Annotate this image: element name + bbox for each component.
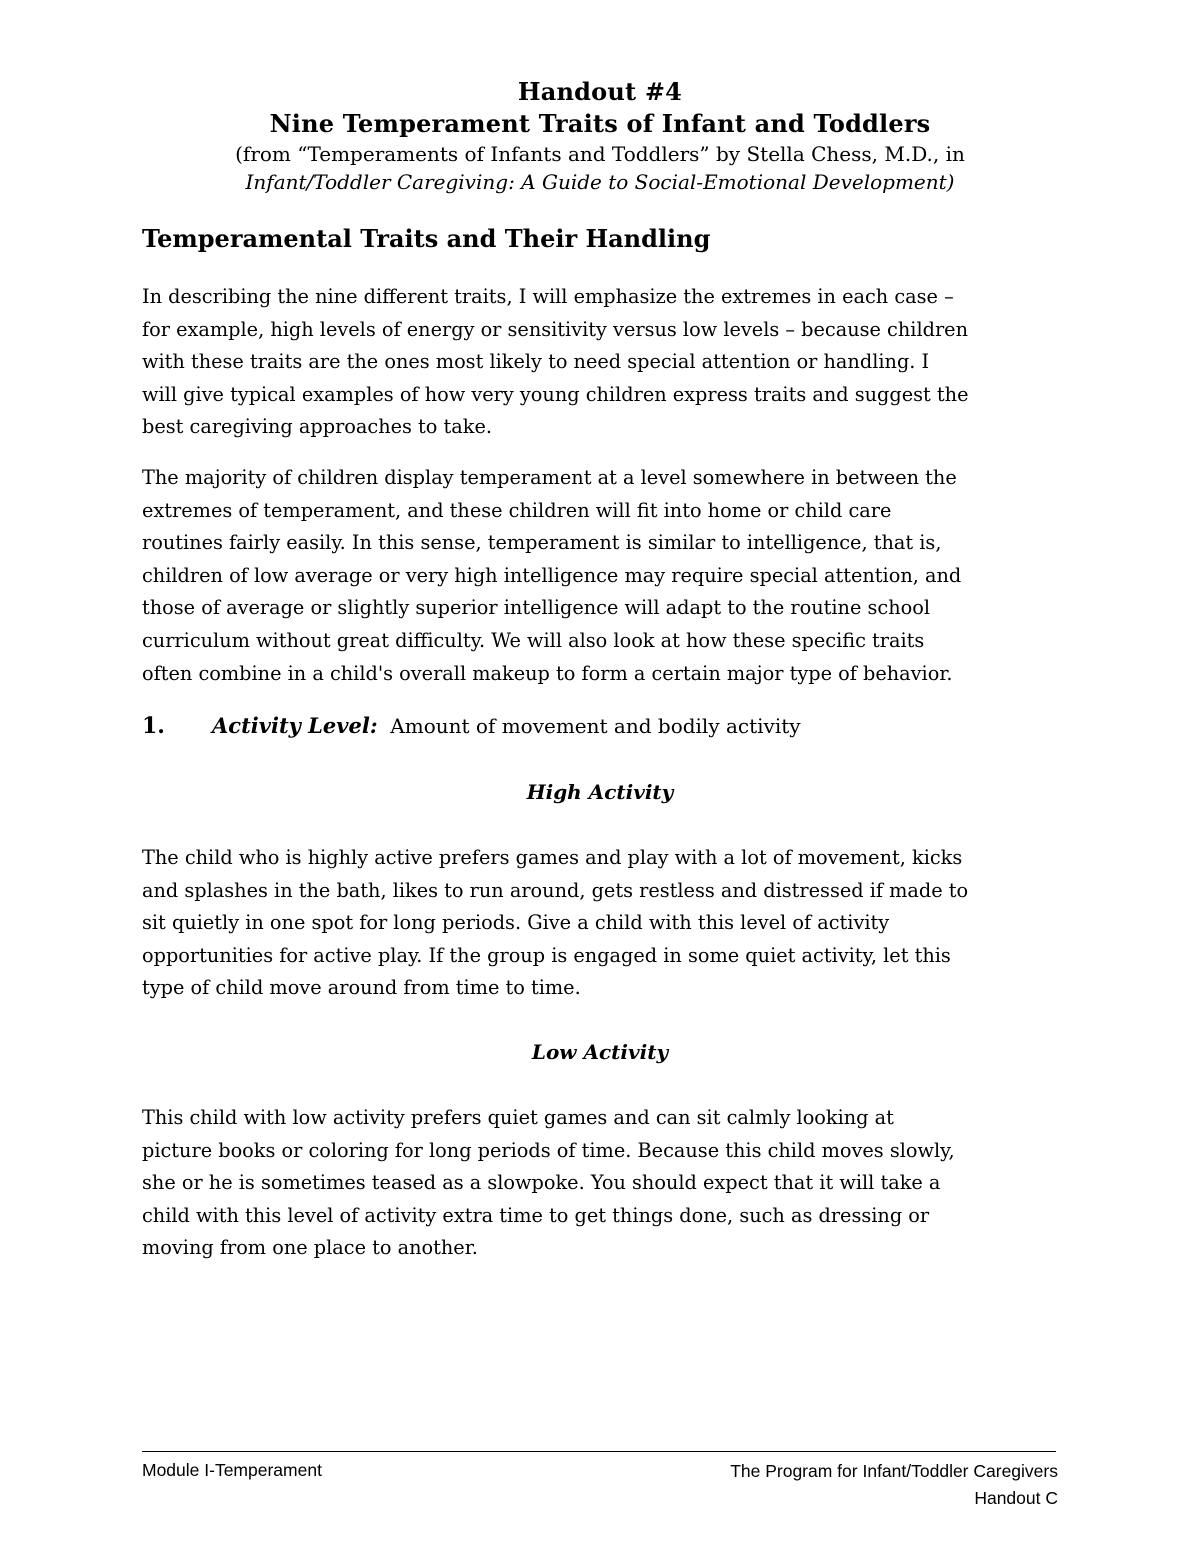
high-activity-paragraph (142, 842, 1062, 1005)
paragraph-line: extremes of temperament, and these children will fit into home or child care (142, 498, 892, 522)
paragraph-line: will give typical examples of how very young children express traits and suggest the (142, 382, 969, 406)
paragraph-line: picture books or coloring for long periods of time. Because this child moves slowly, (142, 1138, 955, 1162)
paragraph-line: she or he is sometimes teased as a slowpoke. You should expect that it will take a (142, 1171, 941, 1195)
low-activity-heading: Low Activity (531, 1040, 669, 1064)
paragraph-line: with these traits are the ones most likely to need special attention or handling. I (142, 350, 930, 374)
paragraph-line: child with this level of activity extra time to get things done, such as dressing or (142, 1203, 930, 1227)
paragraph-line: sit quietly in one spot for long periods. Give a child with this level of activity (142, 911, 890, 935)
high-activity-heading: High Activity (526, 780, 674, 804)
paragraph-line: type of child move around from time to time. (142, 976, 581, 1000)
section-heading: Temperamental Traits and Their Handling (142, 224, 711, 253)
trait-name: Activity Level: (212, 713, 378, 738)
paragraph-line: for example, high levels of energy or sensitivity versus low levels – because children (142, 317, 968, 341)
trait-number: 1. (142, 713, 165, 739)
footer-program-label (730, 1458, 1058, 1512)
footer-handout-label: Handout C (974, 1488, 1058, 1508)
paragraph-line: children of low average or very high intelligence may require special attention, and (142, 563, 962, 587)
paragraph-line: The majority of children display temperament at a level somewhere in between the (142, 466, 957, 489)
paragraph-line: routines fairly easily. In this sense, temperament is similar to intelligence, that is, (142, 531, 942, 555)
paragraph-line: This child with low activity prefers quiet games and can sit calmly looking at (142, 1106, 894, 1129)
document-title: Nine Temperament Traits of Infant and Toddlers (269, 109, 931, 138)
paragraph-line: those of average or slightly superior intelligence will adapt to the routine school (142, 596, 930, 620)
footer-program-name: The Program for Infant/Toddler Caregivers (730, 1461, 1058, 1481)
low-activity-paragraph (142, 1102, 1062, 1265)
paragraph-line: In describing the nine different traits, I will emphasize the extremes in each case – (142, 285, 954, 308)
footer-module-label: Module I-Temperament (142, 1460, 322, 1480)
trait-item-activity-level (142, 710, 801, 742)
citation-line-1: (from “Temperaments of Infants and Toddlers” by Stella Chess, M.D., in (235, 142, 965, 166)
handout-number: Handout #4 (517, 77, 683, 106)
citation-line-2: Infant/Toddler Caregiving: A Guide to Social-Emotional Development) (245, 170, 955, 194)
paragraph-line: The child who is highly active prefers games and play with a lot of movement, kicks (142, 846, 963, 869)
paragraph-line: often combine in a child's overall makeup to form a certain major type of behavior. (142, 661, 953, 685)
paragraph-line: curriculum without great difficulty. We will also look at how these specific traits (142, 628, 925, 652)
paragraph-line: and splashes in the bath, likes to run around, gets restless and distressed if made to (142, 878, 969, 902)
intro-paragraph-1 (142, 281, 1062, 444)
footer-divider (142, 1451, 1056, 1452)
title-block (100, 76, 1100, 196)
paragraph-line: moving from one place to another. (142, 1236, 478, 1260)
trait-definition: Amount of movement and bodily activity (390, 714, 801, 738)
paragraph-line: best caregiving approaches to take. (142, 415, 493, 439)
intro-paragraph-2 (142, 462, 1062, 690)
paragraph-line: opportunities for active play. If the group is engaged in some quiet activity, let this (142, 943, 951, 967)
